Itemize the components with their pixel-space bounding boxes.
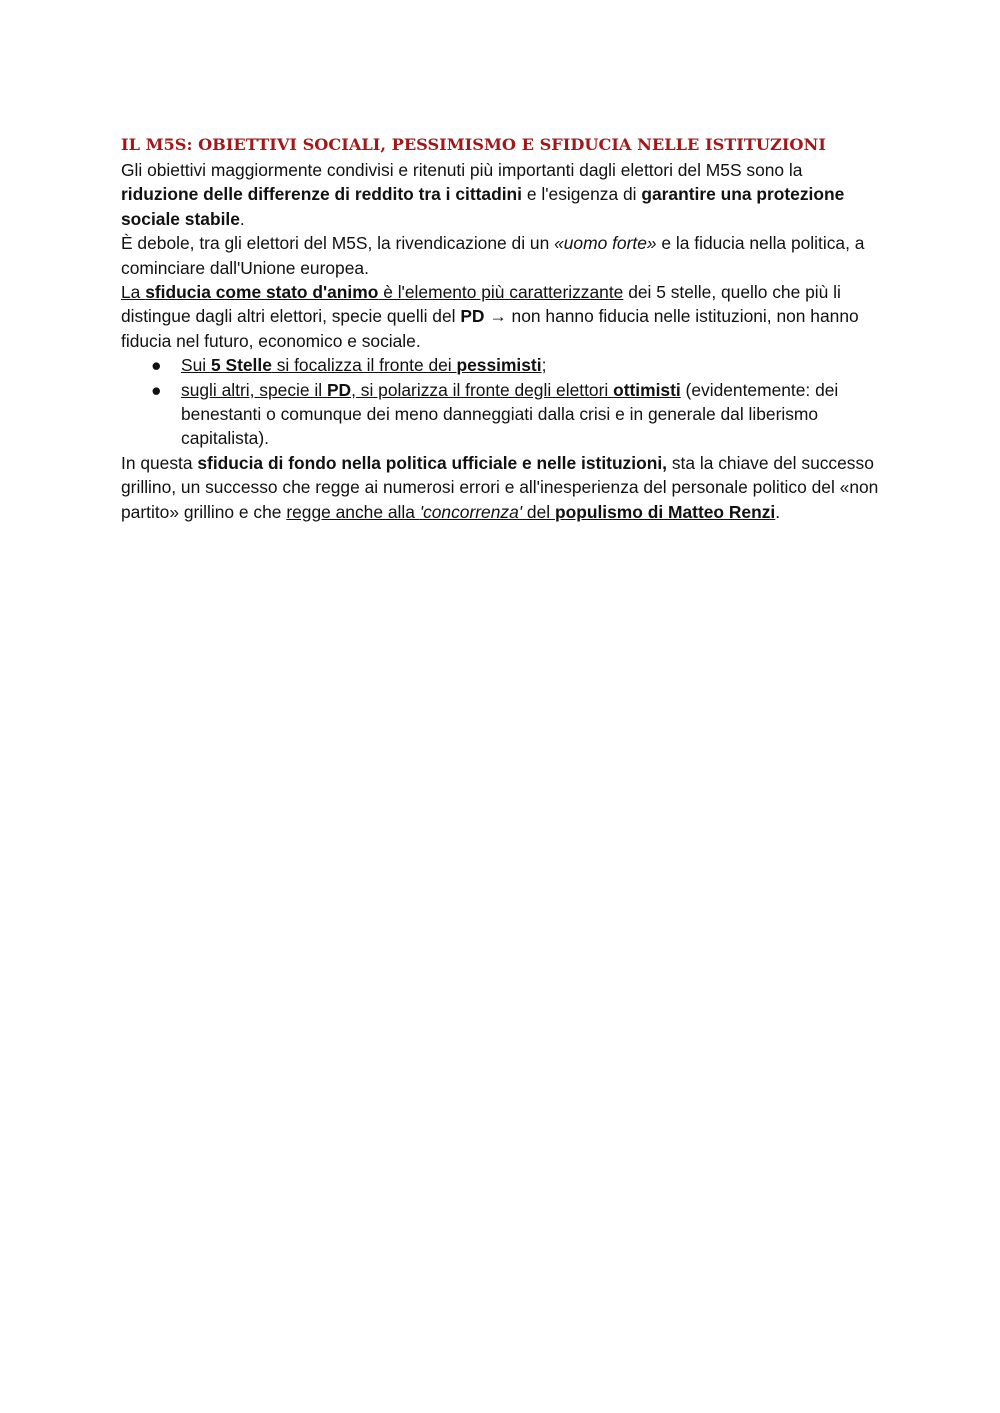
document-page	[121, 132, 881, 524]
underlined-span: sugli altri, specie il	[181, 379, 327, 400]
document-heading: IL M5S: OBIETTIVI SOCIALI, PESSIMISMO E SFIDUCIA NELLE ISTITUZIONI	[121, 135, 826, 154]
text-span: e l'esigenza di	[522, 184, 642, 205]
bold-underlined-span: populismo di Matteo Renzi	[554, 501, 776, 522]
text-span: .	[775, 501, 781, 522]
bullet-icon: ●	[151, 379, 162, 400]
bold-span: riduzione delle differenze di reddito tra i cittadini	[121, 184, 522, 205]
text-span: ;	[541, 355, 547, 376]
bold-underlined-span: PD	[326, 379, 352, 400]
text-span: (evidentemente: dei benestanti o comunque dei meno danneggiati dalla crisi e in generale dal liberismo capitalista).	[181, 379, 839, 449]
text-span: e la fiducia nella politica, a cominciare dall'Unione europea.	[121, 233, 865, 278]
text-span: sta la chiave del successo grillino, un successo che regge ai numerosi errori e all'inesperienza del personale politico del «non partito» grillino e che	[121, 452, 879, 522]
text-span: dei 5 stelle, quello che più li distingue dagli altri elettori, specie quelli del	[121, 282, 841, 327]
bold-span: PD	[460, 306, 485, 327]
bullet-icon: ●	[151, 355, 162, 376]
underlined-span: si focalizza il fronte dei	[271, 355, 457, 376]
underlined-span: del	[522, 501, 555, 522]
bold-span: garantire una protezione sociale stabile	[121, 184, 845, 229]
bold-underlined-span: pessimisti	[456, 355, 542, 376]
paragraph-objectives	[121, 158, 881, 231]
paragraph-distrust	[121, 280, 881, 353]
underlined-span: regge anche alla	[286, 501, 420, 522]
text-span: .	[239, 208, 245, 229]
underlined-span: Sui	[181, 355, 211, 376]
list-item	[121, 378, 881, 451]
paragraph-strong-man	[121, 231, 881, 280]
text-span: → non hanno fiducia nelle istituzioni, non hanno fiducia nel futuro, economico e sociale.	[121, 306, 859, 351]
bold-underlined-span: ottimisti	[613, 379, 681, 400]
underlined-span: è l'elemento più caratterizzante	[378, 282, 624, 303]
list-item	[121, 353, 881, 377]
bold-underlined-span: sfiducia come stato d'animo	[145, 282, 379, 303]
paragraph-conclusion	[121, 451, 881, 524]
underlined-span: La	[121, 282, 146, 303]
italic-underlined-span: 'concorrenza'	[419, 501, 523, 522]
text-span: Gli obiettivi maggiormente condivisi e ritenuti più importanti dagli elettori del M5S sono la	[121, 160, 803, 180]
bold-span: sfiducia di fondo nella politica ufficiale e nelle istituzioni,	[197, 452, 667, 473]
italic-span: «uomo forte»	[554, 233, 657, 254]
bold-underlined-span: 5 Stelle	[210, 355, 272, 376]
bullet-list	[121, 353, 881, 451]
underlined-span: , si polarizza il fronte degli elettori	[351, 379, 614, 400]
text-span: In questa	[121, 452, 198, 473]
text-span: È debole, tra gli elettori del M5S, la rivendicazione di un	[121, 233, 555, 254]
